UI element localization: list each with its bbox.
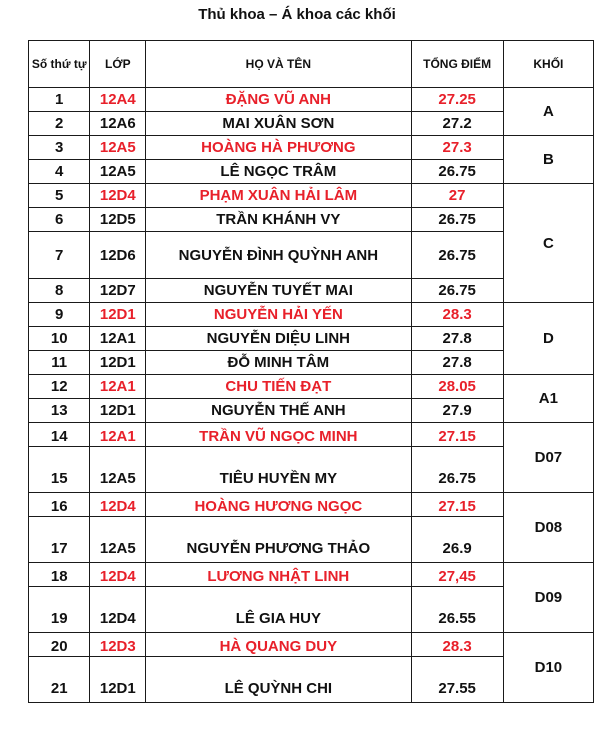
cell-class: 12A5 <box>90 517 146 563</box>
cell-score: 26.75 <box>411 279 503 303</box>
cell-stt: 9 <box>29 303 90 327</box>
cell-block: D10 <box>503 633 593 703</box>
cell-score: 26.55 <box>411 587 503 633</box>
cell-stt: 7 <box>29 232 90 279</box>
cell-class: 12D7 <box>90 279 146 303</box>
cell-name: NGUYỄN THẾ ANH <box>146 399 411 423</box>
cell-block: A1 <box>503 375 593 423</box>
cell-name: TIÊU HUYỀN MY <box>146 447 411 493</box>
cell-stt: 18 <box>29 563 90 587</box>
cell-stt: 20 <box>29 633 90 657</box>
cell-block: D09 <box>503 563 593 633</box>
cell-class: 12D1 <box>90 351 146 375</box>
cell-score: 26.75 <box>411 447 503 493</box>
cell-class: 12A5 <box>90 136 146 160</box>
cell-name: CHU TIẾN ĐẠT <box>146 375 411 399</box>
cell-class: 12A6 <box>90 112 146 136</box>
cell-name: LÊ QUỲNH CHI <box>146 657 411 703</box>
cell-class: 12A5 <box>90 160 146 184</box>
cell-name: MAI XUÂN SƠN <box>146 112 411 136</box>
cell-class: 12A1 <box>90 327 146 351</box>
cell-class: 12A5 <box>90 447 146 493</box>
cell-block: C <box>503 184 593 303</box>
cell-class: 12D4 <box>90 587 146 633</box>
cell-stt: 16 <box>29 493 90 517</box>
cell-score: 27.15 <box>411 423 503 447</box>
table-row <box>29 633 594 657</box>
cell-block: B <box>503 136 593 184</box>
cell-score: 28.05 <box>411 375 503 399</box>
cell-stt: 2 <box>29 112 90 136</box>
table-row <box>29 423 594 447</box>
table-row <box>29 184 594 208</box>
cell-score: 27,45 <box>411 563 503 587</box>
cell-score: 27.2 <box>411 112 503 136</box>
cell-class: 12D1 <box>90 657 146 703</box>
cell-stt: 12 <box>29 375 90 399</box>
cell-name: NGUYỄN TUYẾT MAI <box>146 279 411 303</box>
cell-name: NGUYỄN HẢI YẾN <box>146 303 411 327</box>
cell-score: 27.25 <box>411 88 503 112</box>
cell-score: 26.75 <box>411 208 503 232</box>
cell-block: D07 <box>503 423 593 493</box>
cell-stt: 11 <box>29 351 90 375</box>
cell-score: 27.15 <box>411 493 503 517</box>
cell-score: 27.9 <box>411 399 503 423</box>
page-title: Thủ khoa – Á khoa các khối <box>198 6 396 23</box>
cell-class: 12D1 <box>90 303 146 327</box>
ranking-table <box>28 40 594 703</box>
cell-score: 27.8 <box>411 327 503 351</box>
cell-score: 26.9 <box>411 517 503 563</box>
cell-block: D08 <box>503 493 593 563</box>
table-row <box>29 303 594 327</box>
cell-class: 12A1 <box>90 423 146 447</box>
cell-class: 12D5 <box>90 208 146 232</box>
cell-name: LÊ NGỌC TRÂM <box>146 160 411 184</box>
cell-stt: 19 <box>29 587 90 633</box>
cell-class: 12D4 <box>90 563 146 587</box>
header-score: TỔNG ĐIỂM <box>411 41 503 88</box>
cell-name: LÊ GIA HUY <box>146 587 411 633</box>
cell-class: 12A4 <box>90 88 146 112</box>
cell-name: TRẦN KHÁNH VY <box>146 208 411 232</box>
cell-class: 12D4 <box>90 184 146 208</box>
cell-name: NGUYỄN PHƯƠNG THẢO <box>146 517 411 563</box>
cell-stt: 14 <box>29 423 90 447</box>
cell-name: ĐỖ MINH TÂM <box>146 351 411 375</box>
cell-stt: 17 <box>29 517 90 563</box>
cell-name: ĐẶNG VŨ ANH <box>146 88 411 112</box>
cell-name: NGUYỄN DIỆU LINH <box>146 327 411 351</box>
cell-score: 26.75 <box>411 232 503 279</box>
cell-stt: 21 <box>29 657 90 703</box>
cell-score: 27 <box>411 184 503 208</box>
cell-score: 28.3 <box>411 303 503 327</box>
cell-name: LƯƠNG NHẬT LINH <box>146 563 411 587</box>
cell-class: 12A1 <box>90 375 146 399</box>
cell-name: TRẦN VŨ NGỌC MINH <box>146 423 411 447</box>
header-class: LỚP <box>90 41 146 88</box>
cell-stt: 5 <box>29 184 90 208</box>
header-stt: Số thứ tự <box>29 41 90 88</box>
cell-class: 12D1 <box>90 399 146 423</box>
cell-stt: 13 <box>29 399 90 423</box>
header-block: KHỐI <box>503 41 593 88</box>
cell-stt: 10 <box>29 327 90 351</box>
cell-name: PHẠM XUÂN HẢI LÂM <box>146 184 411 208</box>
header-name: HỌ VÀ TÊN <box>146 41 411 88</box>
table-row <box>29 88 594 112</box>
cell-name: HOÀNG HƯƠNG NGỌC <box>146 493 411 517</box>
table-row <box>29 375 594 399</box>
cell-class: 12D4 <box>90 493 146 517</box>
cell-name: HÀ QUANG DUY <box>146 633 411 657</box>
table-row <box>29 563 594 587</box>
table-row <box>29 136 594 160</box>
cell-name: HOÀNG HÀ PHƯƠNG <box>146 136 411 160</box>
cell-stt: 6 <box>29 208 90 232</box>
cell-stt: 8 <box>29 279 90 303</box>
cell-class: 12D3 <box>90 633 146 657</box>
cell-stt: 4 <box>29 160 90 184</box>
header-row <box>29 41 594 88</box>
cell-stt: 15 <box>29 447 90 493</box>
cell-name: NGUYỄN ĐÌNH QUỲNH ANH <box>146 232 411 279</box>
cell-score: 28.3 <box>411 633 503 657</box>
cell-score: 27.3 <box>411 136 503 160</box>
cell-stt: 1 <box>29 88 90 112</box>
cell-block: D <box>503 303 593 375</box>
cell-block: A <box>503 88 593 136</box>
cell-stt: 3 <box>29 136 90 160</box>
cell-score: 26.75 <box>411 160 503 184</box>
table-row <box>29 493 594 517</box>
cell-class: 12D6 <box>90 232 146 279</box>
cell-score: 27.55 <box>411 657 503 703</box>
cell-score: 27.8 <box>411 351 503 375</box>
